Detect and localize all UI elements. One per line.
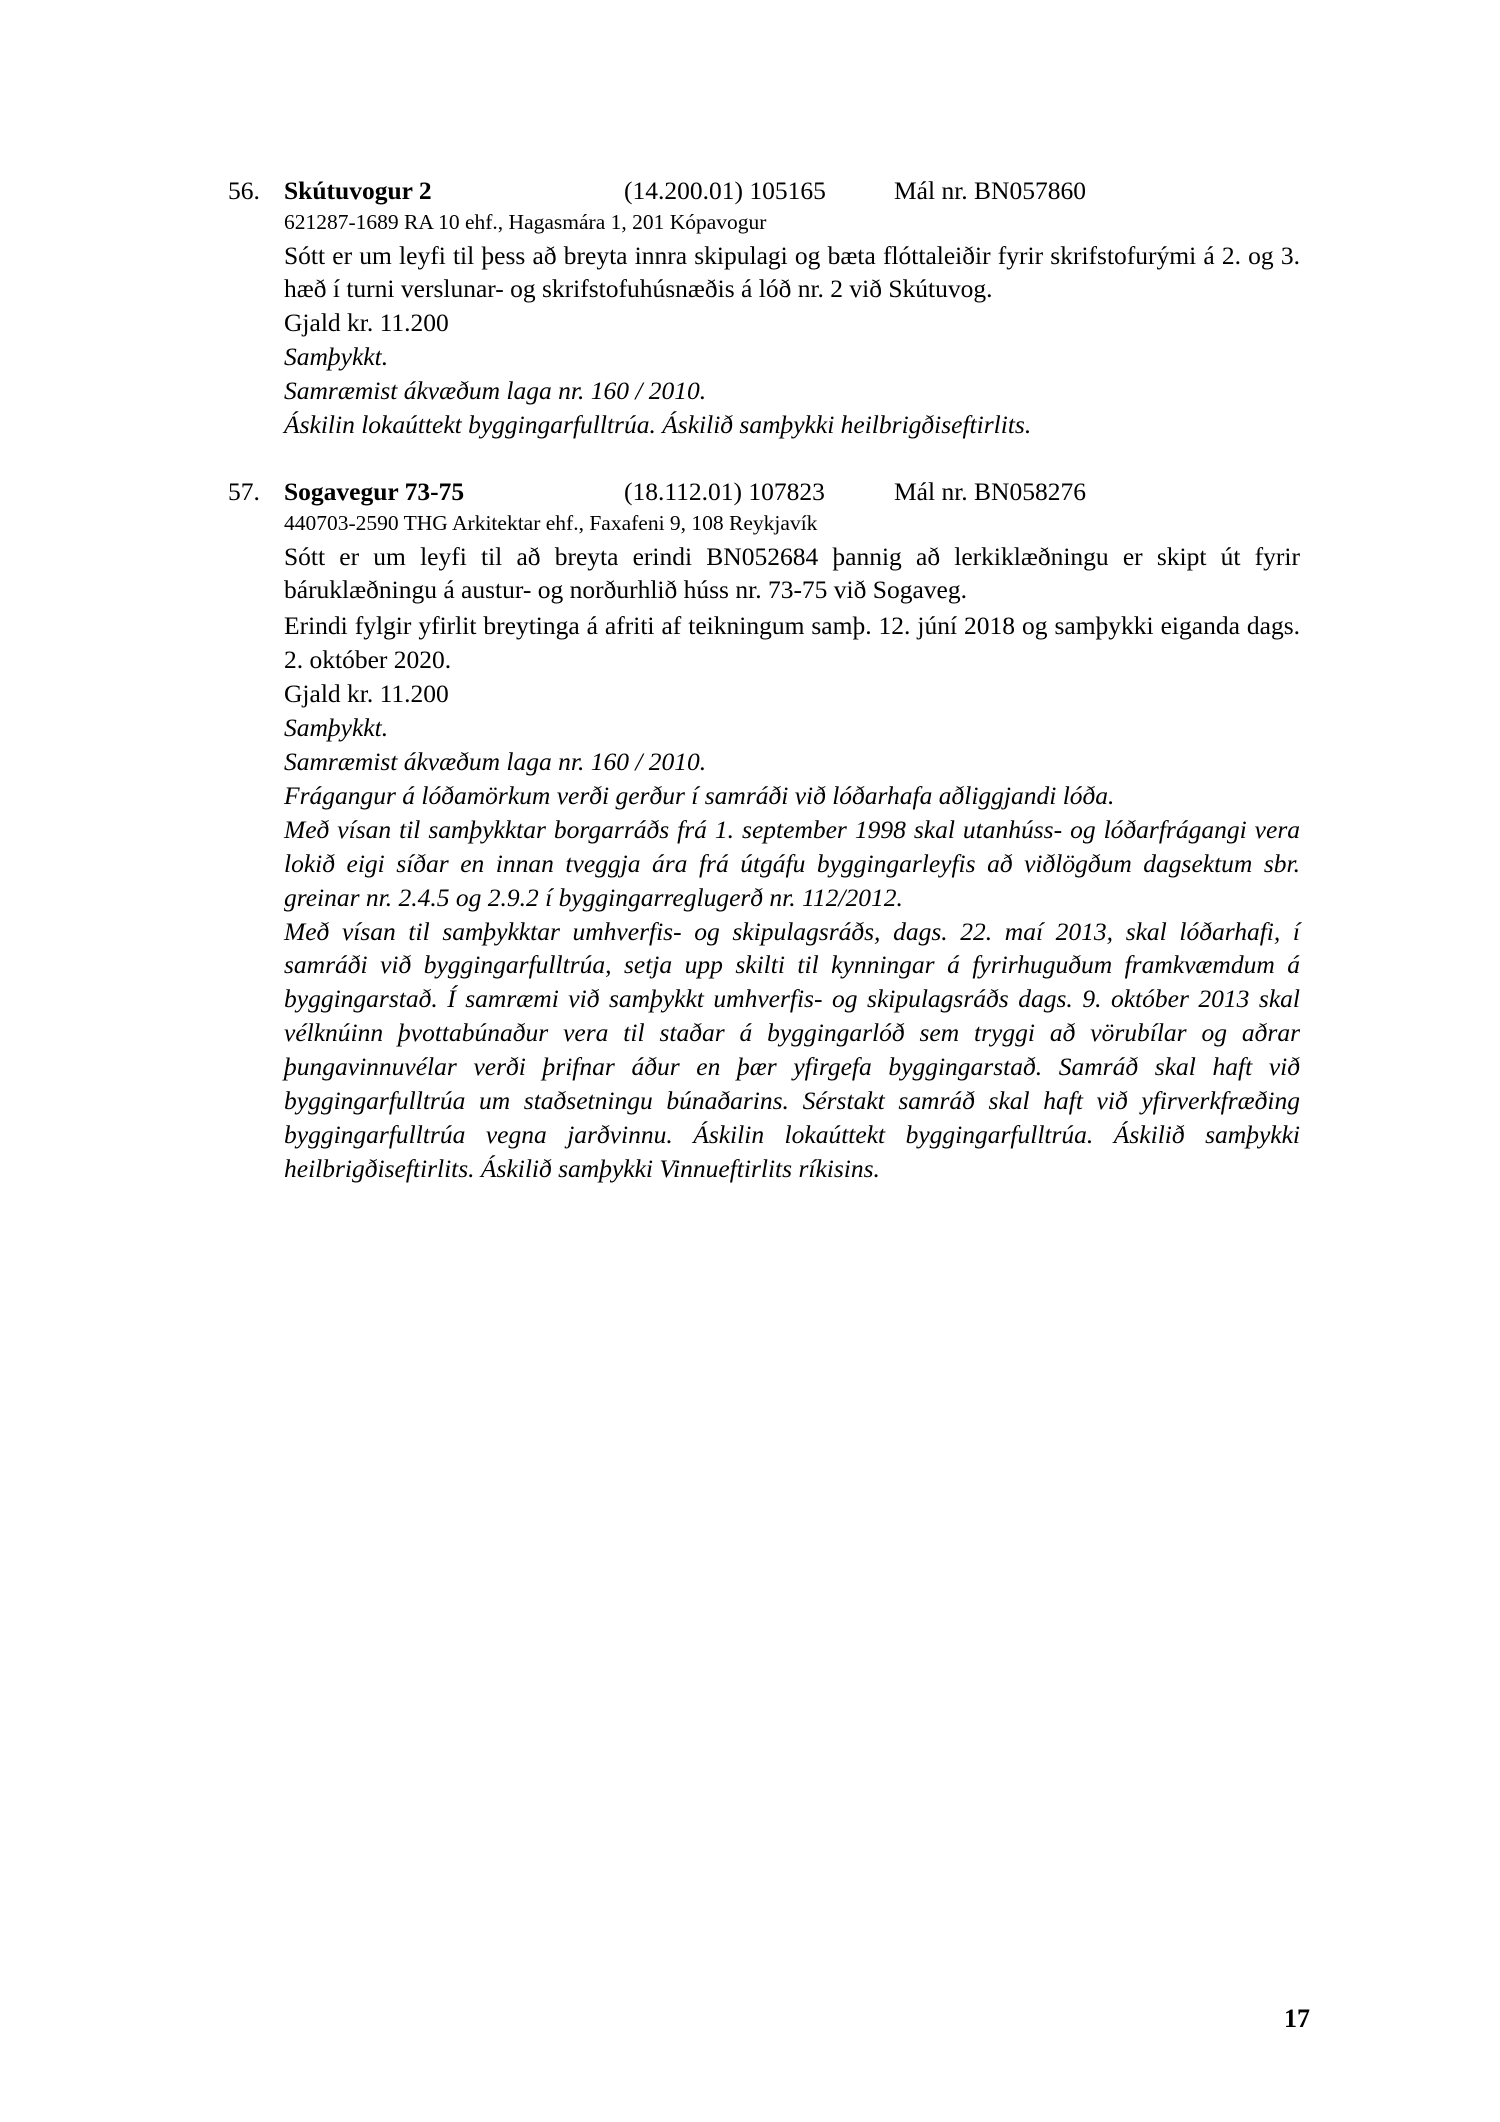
entry-number: 56.	[228, 176, 260, 205]
list-item	[228, 175, 1300, 442]
entry-title-row	[284, 476, 1300, 509]
page-number: 17	[1284, 2004, 1310, 2033]
entry-note: Með vísan til samþykktar umhverfis- og skipulagsráðs, dags. 22. maí 2013, skal lóðarhafi, í samráði við byggingarfulltrúa, setja upp skilti til kynningar á fyrirhuguðum framkvæmdum á byggingarstað. Í samræmi við samþykkt umhverfis- og skipulagsráðs dags. 9. október 2013 skal vélknúinn þvottabúnaður vera til staðar á byggingarlóð sem tryggi að vörubílar og aðrar þungavinnuvélar verði þrifnar áður en þær yfirgefa byggingarstað. Samráð skal haft við byggingarfulltrúa um staðsetningu búnaðarins. Sérstakt samráð skal haft við yfirverkfræðing byggingarfulltrúa vegna jarðvinnu. Áskilin lokaúttekt byggingarfulltrúa. Áskilið samþykki heilbrigðiseftirlits. Áskilið samþykki Vinnueftirlits ríkisins.	[284, 916, 1300, 1183]
entry-body	[284, 476, 1300, 1186]
entry-address: Skútuvogur 2	[284, 176, 432, 205]
entry-address: Sogavegur 73-75	[284, 477, 465, 506]
entry-decision: Samþykkt.	[284, 713, 389, 743]
entry-header	[228, 476, 1300, 1186]
entry-title-row	[284, 175, 1300, 208]
entry-case-number: Mál nr. BN057860	[894, 176, 1086, 205]
entry-note: Áskilin lokaúttekt byggingarfulltrúa. Áskilið samþykki heilbrigðiseftirlits.	[284, 410, 1032, 440]
entry-fee: Gjald kr. 11.200	[284, 308, 449, 338]
entry-owner: 440703-2590 THG Arkitektar ehf., Faxafeni 9, 108 Reykjavík	[284, 510, 818, 535]
entry-description-extra: Erindi fylgir yfirlit breytinga á afriti af teikningum samþ. 12. júní 2018 og samþykki eiganda dags. 2. október 2020.	[284, 611, 1300, 675]
entry-note: Frágangur á lóðamörkum verði gerður í samráði við lóðarhafa aðliggjandi lóða.	[284, 780, 1115, 810]
entry-property-code: (18.112.01) 107823	[624, 477, 825, 506]
entry-description: Sótt er um leyfi til þess að breyta innra skipulagi og bæta flóttaleiðir fyrir skrifstofurými á 2. og 3. hæð í turni verslunar- og skrifstofuhúsnæðis á lóð nr. 2 við Skútuvog.	[284, 240, 1300, 304]
entry-fee: Gjald kr. 11.200	[284, 679, 449, 709]
entry-owner: 621287-1689 RA 10 ehf., Hagasmára 1, 201 Kópavogur	[284, 209, 767, 234]
entry-note: Með vísan til samþykktar borgarráðs frá 1. september 1998 skal utanhúss- og lóðarfrágangi vera lokið eigi síðar en innan tveggja ára frá útgáfu byggingarleyfis að viðlögðum dagsektum sbr. greinar nr. 2.4.5 og 2.9.2 í byggingarreglugerð nr. 112/2012.	[284, 814, 1300, 912]
entry-description: Sótt er um leyfi til að breyta erindi BN052684 þannig að lerkiklæðningu er skipt út fyrir báruklæðningu á austur- og norðurhlið húss nr. 73-75 við Sogaveg.	[284, 541, 1300, 605]
entry-case-number: Mál nr. BN058276	[894, 477, 1086, 506]
entry-decision: Samþykkt.	[284, 342, 389, 372]
entry-header	[228, 175, 1300, 442]
list-item	[228, 476, 1300, 1186]
entry-note: Samræmist ákvæðum laga nr. 160 / 2010.	[284, 747, 707, 776]
entry-property-code: (14.200.01) 105165	[624, 176, 826, 205]
entry-note: Samræmist ákvæðum laga nr. 160 / 2010.	[284, 376, 707, 406]
entry-number: 57.	[228, 477, 260, 506]
entry-body	[284, 175, 1300, 442]
